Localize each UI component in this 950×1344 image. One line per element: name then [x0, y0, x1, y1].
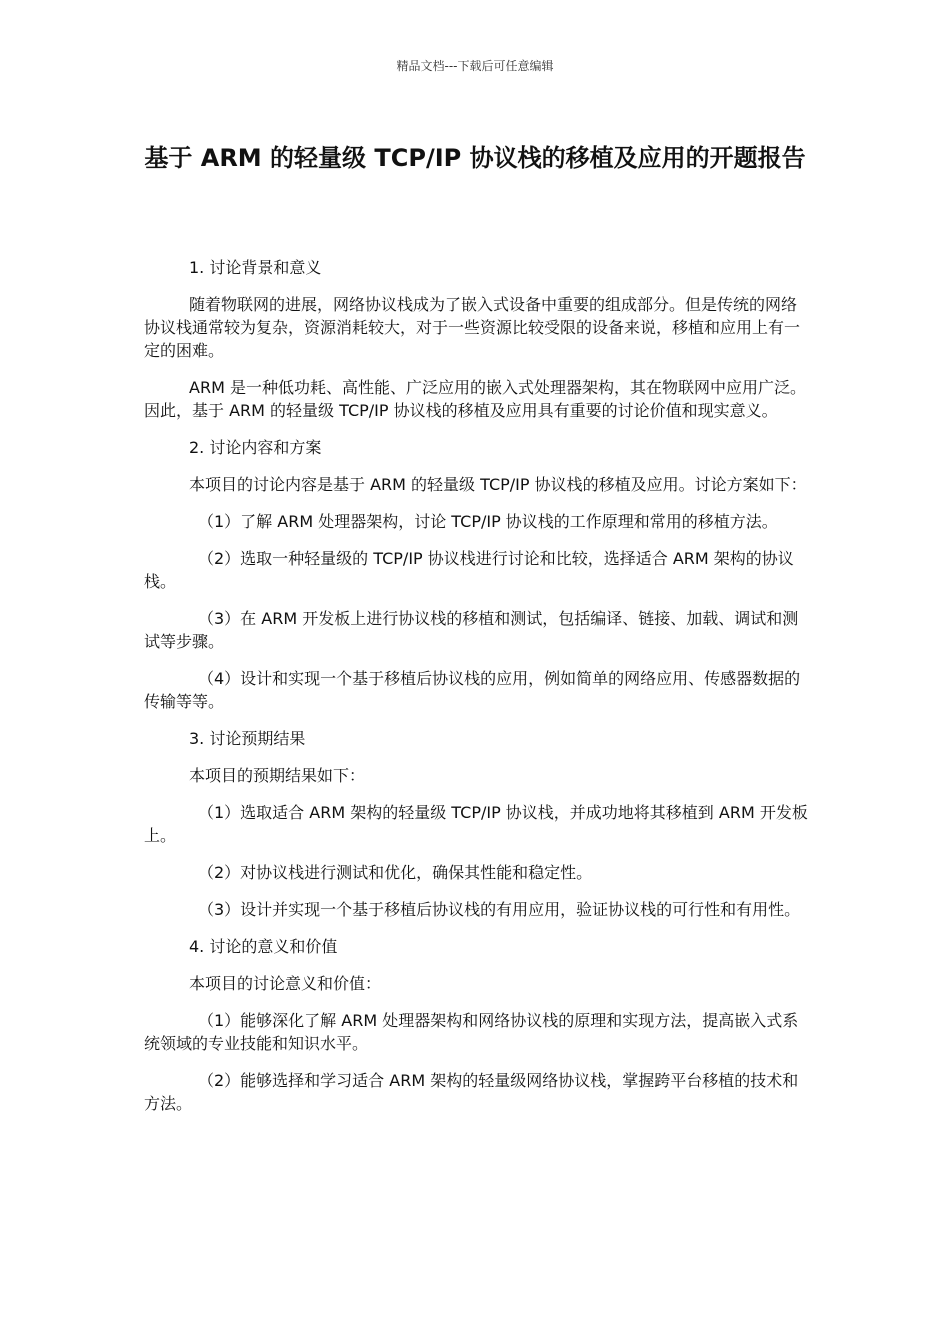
section-heading-2: 2. 讨论内容和方案 [189, 438, 322, 457]
page-header: 精品文档---下载后可任意编辑 [396, 59, 554, 73]
list-item: （2）选取一种轻量级的 TCP/IP 协议栈进行讨论和比较，选择适合 ARM 架构的协议栈。 [144, 549, 794, 591]
section-heading-4: 4. 讨论的意义和价值 [189, 937, 338, 956]
list-item: （2）能够选择和学习适合 ARM 架构的轻量级网络协议栈，掌握跨平台移植的技术和方法。 [144, 1071, 799, 1113]
list-item: （2）对协议栈进行测试和优化，确保其性能和稳定性。 [198, 863, 593, 882]
list-item: （1）能够深化了解 ARM 处理器架构和网络协议栈的原理和实现方法，提高嵌入式系统领域的专业技能和知识水平。 [144, 1011, 799, 1053]
section-heading-3: 3. 讨论预期结果 [189, 729, 306, 748]
document-title: 基于 ARM 的轻量级 TCP/IP 协议栈的移植及应用的开题报告 [144, 144, 806, 172]
list-item: （3）在 ARM 开发板上进行协议栈的移植和测试，包括编译、链接、加载、调试和测试等步骤。 [144, 609, 799, 651]
paragraph: 本项目的预期结果如下： [189, 766, 366, 785]
paragraph: 本项目的讨论内容是基于 ARM 的轻量级 TCP/IP 协议栈的移植及应用。讨论方案如下： [189, 475, 807, 494]
paragraph: ARM 是一种低功耗、高性能、广泛应用的嵌入式处理器架构，其在物联网中应用广泛。因此，基于 ARM 的轻量级 TCP/IP 协议栈的移植及应用具有重要的讨论价值和现实意义。 [144, 378, 806, 420]
paragraph: 本项目的讨论意义和价值： [189, 974, 382, 993]
list-item: （1）了解 ARM 处理器架构，讨论 TCP/IP 协议栈的工作原理和常用的移植方法。 [198, 512, 778, 531]
document-body [144, 256, 808, 1129]
list-item: （3）设计并实现一个基于移植后协议栈的有用应用，验证协议栈的可行性和有用性。 [198, 900, 801, 919]
section-heading-1: 1. 讨论背景和意义 [189, 258, 322, 277]
list-item: （1）选取适合 ARM 架构的轻量级 TCP/IP 协议栈，并成功地将其移植到 ARM 开发板上。 [144, 803, 808, 845]
list-item: （4）设计和实现一个基于移植后协议栈的应用，例如简单的网络应用、传感器数据的传输等等。 [144, 669, 801, 711]
paragraph: 随着物联网的进展，网络协议栈成为了嵌入式设备中重要的组成部分。但是传统的网络协议栈通常较为复杂，资源消耗较大，对于一些资源比较受限的设备来说，移植和应用上有一定的困难。 [144, 295, 801, 360]
